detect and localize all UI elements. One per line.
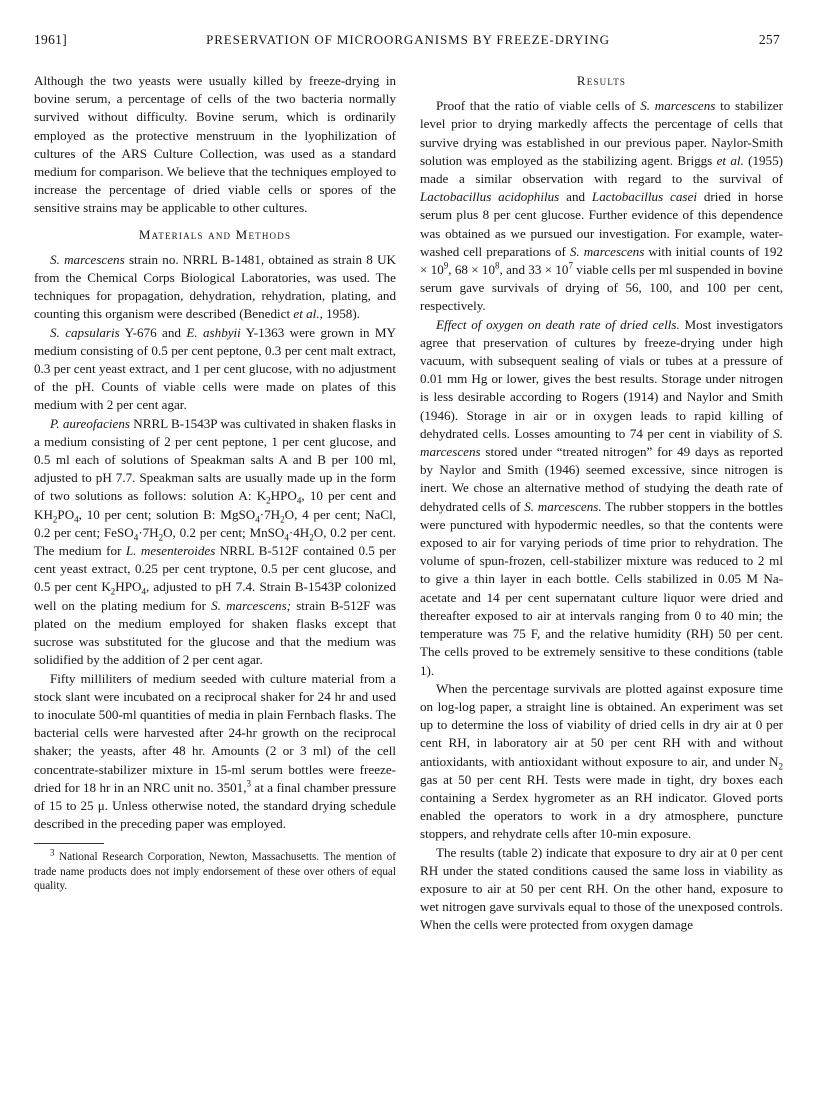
right-column <box>420 72 783 935</box>
results-paragraph-3: When the percentage survivals are plotted against exposure time on log-log paper, a straight line is obtained. An experiment was set up to determine the loss of viability of dried cells in dry air at 0 per cent RH, in laboratory air at 50 per cent RH with and without antioxidants, with antioxidant without exposure to air, and under $N_2$ gas at 50 per cent RH. Tests were made in tight, dry boxes each containing a Serdex hygrometer as an RH indicator. Gloved ports enabled the operators to work in a dry atmosphere, puncture stoppers, and rehydrate cells after 10-min exposure. <box>420 680 783 842</box>
results-paragraph-2: Effect of oxygen on death rate of dried cells. Most investigators agree that preservation of cultures by freeze-drying under high vacuum, with subsequent sealing of vials or tubes at a pressure of 0.01 mm Hg or lower, gives the best results. Storage under nitrogen is less desirable according to Rogers (1914) and Naylor and Smith (1946). Storage in air or in oxygen leads to rapid killing of dehydrated cells. Losses amounting to 74 per cent in viability of S. marcescens stored under “treated nitrogen” for 49 days as reported by Naylor and Smith (1946) seemed excessive, since nitrogen is inert. We chose an alternative method of studying the death rate of dehydrated cells of S. marcescens. The rubber stoppers in the bottles were punctured with hypodermic needles, so that the contents were exposed to air for varying periods of time prior to rehydration. The volume of spun-frozen, cell-stabilizer mixture was reduced to 2 ml to give a thin layer in each bottle. Cells stabilized in 0.05 M Na-acetate and 14 per cent supernatant culture liquor were dried and thereafter exposed to air at intervals ranging from 0 to 40 min; the temperature was 75 F, and the relative humidity (RH) 50 per cent. The cells proved to be extremely sensitive to these conditions (table 1). <box>420 316 784 678</box>
results-heading: Results <box>576 73 627 88</box>
running-header-title: PRESERVATION OF MICROORGANISMS BY FREEZE-DRYING <box>206 32 610 47</box>
footnote-divider <box>34 843 104 844</box>
footnote-ref[interactable]: 3 <box>246 778 252 789</box>
results-paragraph-1: Proof that the ratio of viable cells of S. marcescens to stabilizer level prior to drying markedly affects the percentage of cells that survive drying was established in our previous paper. Naylor-Smith solution was employed as the stabilizing agent. Briggs et al. (1955) made a similar observation with regard to the survival of Lactobacillus acidophilus and Lactobacillus casei dried in horse serum plus 8 per cent glucose. Further evidence of this dependence was obtained as we pursued our investigation. For example, water-washed cell preparations of S. marcescens with initial counts of $192 \times 10^9$, $68 \times 10^8$, and $33 \times 10^7$ viable cells per ml suspended in bovine serum gave survivals of drying of 56, 100, and 100 per cent, respectively. <box>420 98 784 314</box>
species-name: S. marcescens <box>50 251 125 267</box>
running-header-year: 1961] <box>34 32 67 47</box>
methods-paragraph-2: S. capsularis Y-676 and E. ashbyii Y-1363 were grown in MY medium consisting of 0.5 per cent peptone, 0.3 per cent malt extract, 0.3 per cent yeast extract, and 1 per cent glucose, with no adjustment of the pH. Counts of viable cells were made on plates of this medium with 2 per cent agar. <box>34 324 396 413</box>
materials-methods-heading: Materials and Methods <box>138 226 292 242</box>
subsection-title: Effect of oxygen on death rate of dried cells. <box>436 316 680 332</box>
methods-paragraph-1: S. marcescens strain no. NRRL B-1481, obtained as strain 8 UK from the Chemical Corps Biological Laboratories, was used. The techniques for propagation, dehydration, rehydration, plating, and counting this organism were described (Benedict et al., 1958). <box>34 251 396 322</box>
page-number: 257 <box>758 32 780 47</box>
footnote: $^3$ National Research Corporation, Newton, Massachusetts. The mention of trade name products does not imply endorsement of these over others of equal quality. <box>34 847 396 893</box>
methods-paragraph-4: Fifty milliliters of medium seeded with culture material from a stock slant were incubated on a reciprocal shaker for 24 hr and used to inoculate 500-ml quantities of media in plain Fernbach flasks. The bacterial cells were harvested after 24-hr growth on the reciprocal shaker; the yeasts, after 48 hr. Amounts (2 or 3 ml) of the cell concentrate-stabilizer mixture in 15-ml serum bottles were freeze-dried for 18 hr in an NRC unit no. 3501,$^3$ at a final chamber pressure of 15 to 25 μ. Unless otherwise noted, the standard drying schedule described in the preceding paper was employed. <box>34 670 397 832</box>
results-paragraph-4: The results (table 2) indicate that exposure to dry air at 0 per cent RH under the stated conditions caused the same loss in viability as exposure to air at 50 per cent RH. On the other hand, exposure to wet nitrogen gave survivals equal to those of the unexposed controls. When the cells were protected from oxygen damage <box>420 844 783 933</box>
methods-paragraph-3: P. aureofaciens NRRL B-1543P was cultivated in shaken flasks in a medium consisting of 2 per cent peptone, 1 per cent glucose, and 0.5 ml each of solutions of Speakman salts A and B per 100 ml, adjusted to pH 7.7. Speakman salts are usually made up in the form of two solutions as follows: solution A: $K_2HPO_4$, 10 per cent and $KH_2PO_4$, 10 per cent; solution B: $MgSO_4\cdot 7H_2O$, 4 per cent; NaCl, 0.2 per cent; $FeSO_4\cdot 7H_2O$, 0.2 per cent; $MnSO_4\cdot 4H_2O$, 0.2 per cent. The medium for L. mesenteroides NRRL B-512F contained 0.5 per cent yeast extract, 0.25 per cent tryptone, 0.5 per cent glucose, and 0.5 per cent $K_2HPO_4$, adjusted to pH 7.4. Strain B-1543P colonized well on the plating medium for S. marcescens; strain B-512F was plated on the medium employed for shaken flasks except that sucrose was substituted for the glucose and that the medium was solidified by the addition of 2 per cent agar. <box>34 415 397 668</box>
intro-paragraph: Although the two yeasts were usually killed by freeze-drying in bovine serum, a percentage of cells of the two bacteria normally survived without difficulty. Bovine serum, which is ordinarily employed as the protective menstruum in the lyophilization of cultures of the ARS Culture Collection, was used as a standard medium for comparison. We believe that the techniques employed to increase the percentage of dried viable cells or spores of the sensitive strains may be applicable to other cultures. <box>34 73 396 216</box>
left-column <box>34 72 396 894</box>
